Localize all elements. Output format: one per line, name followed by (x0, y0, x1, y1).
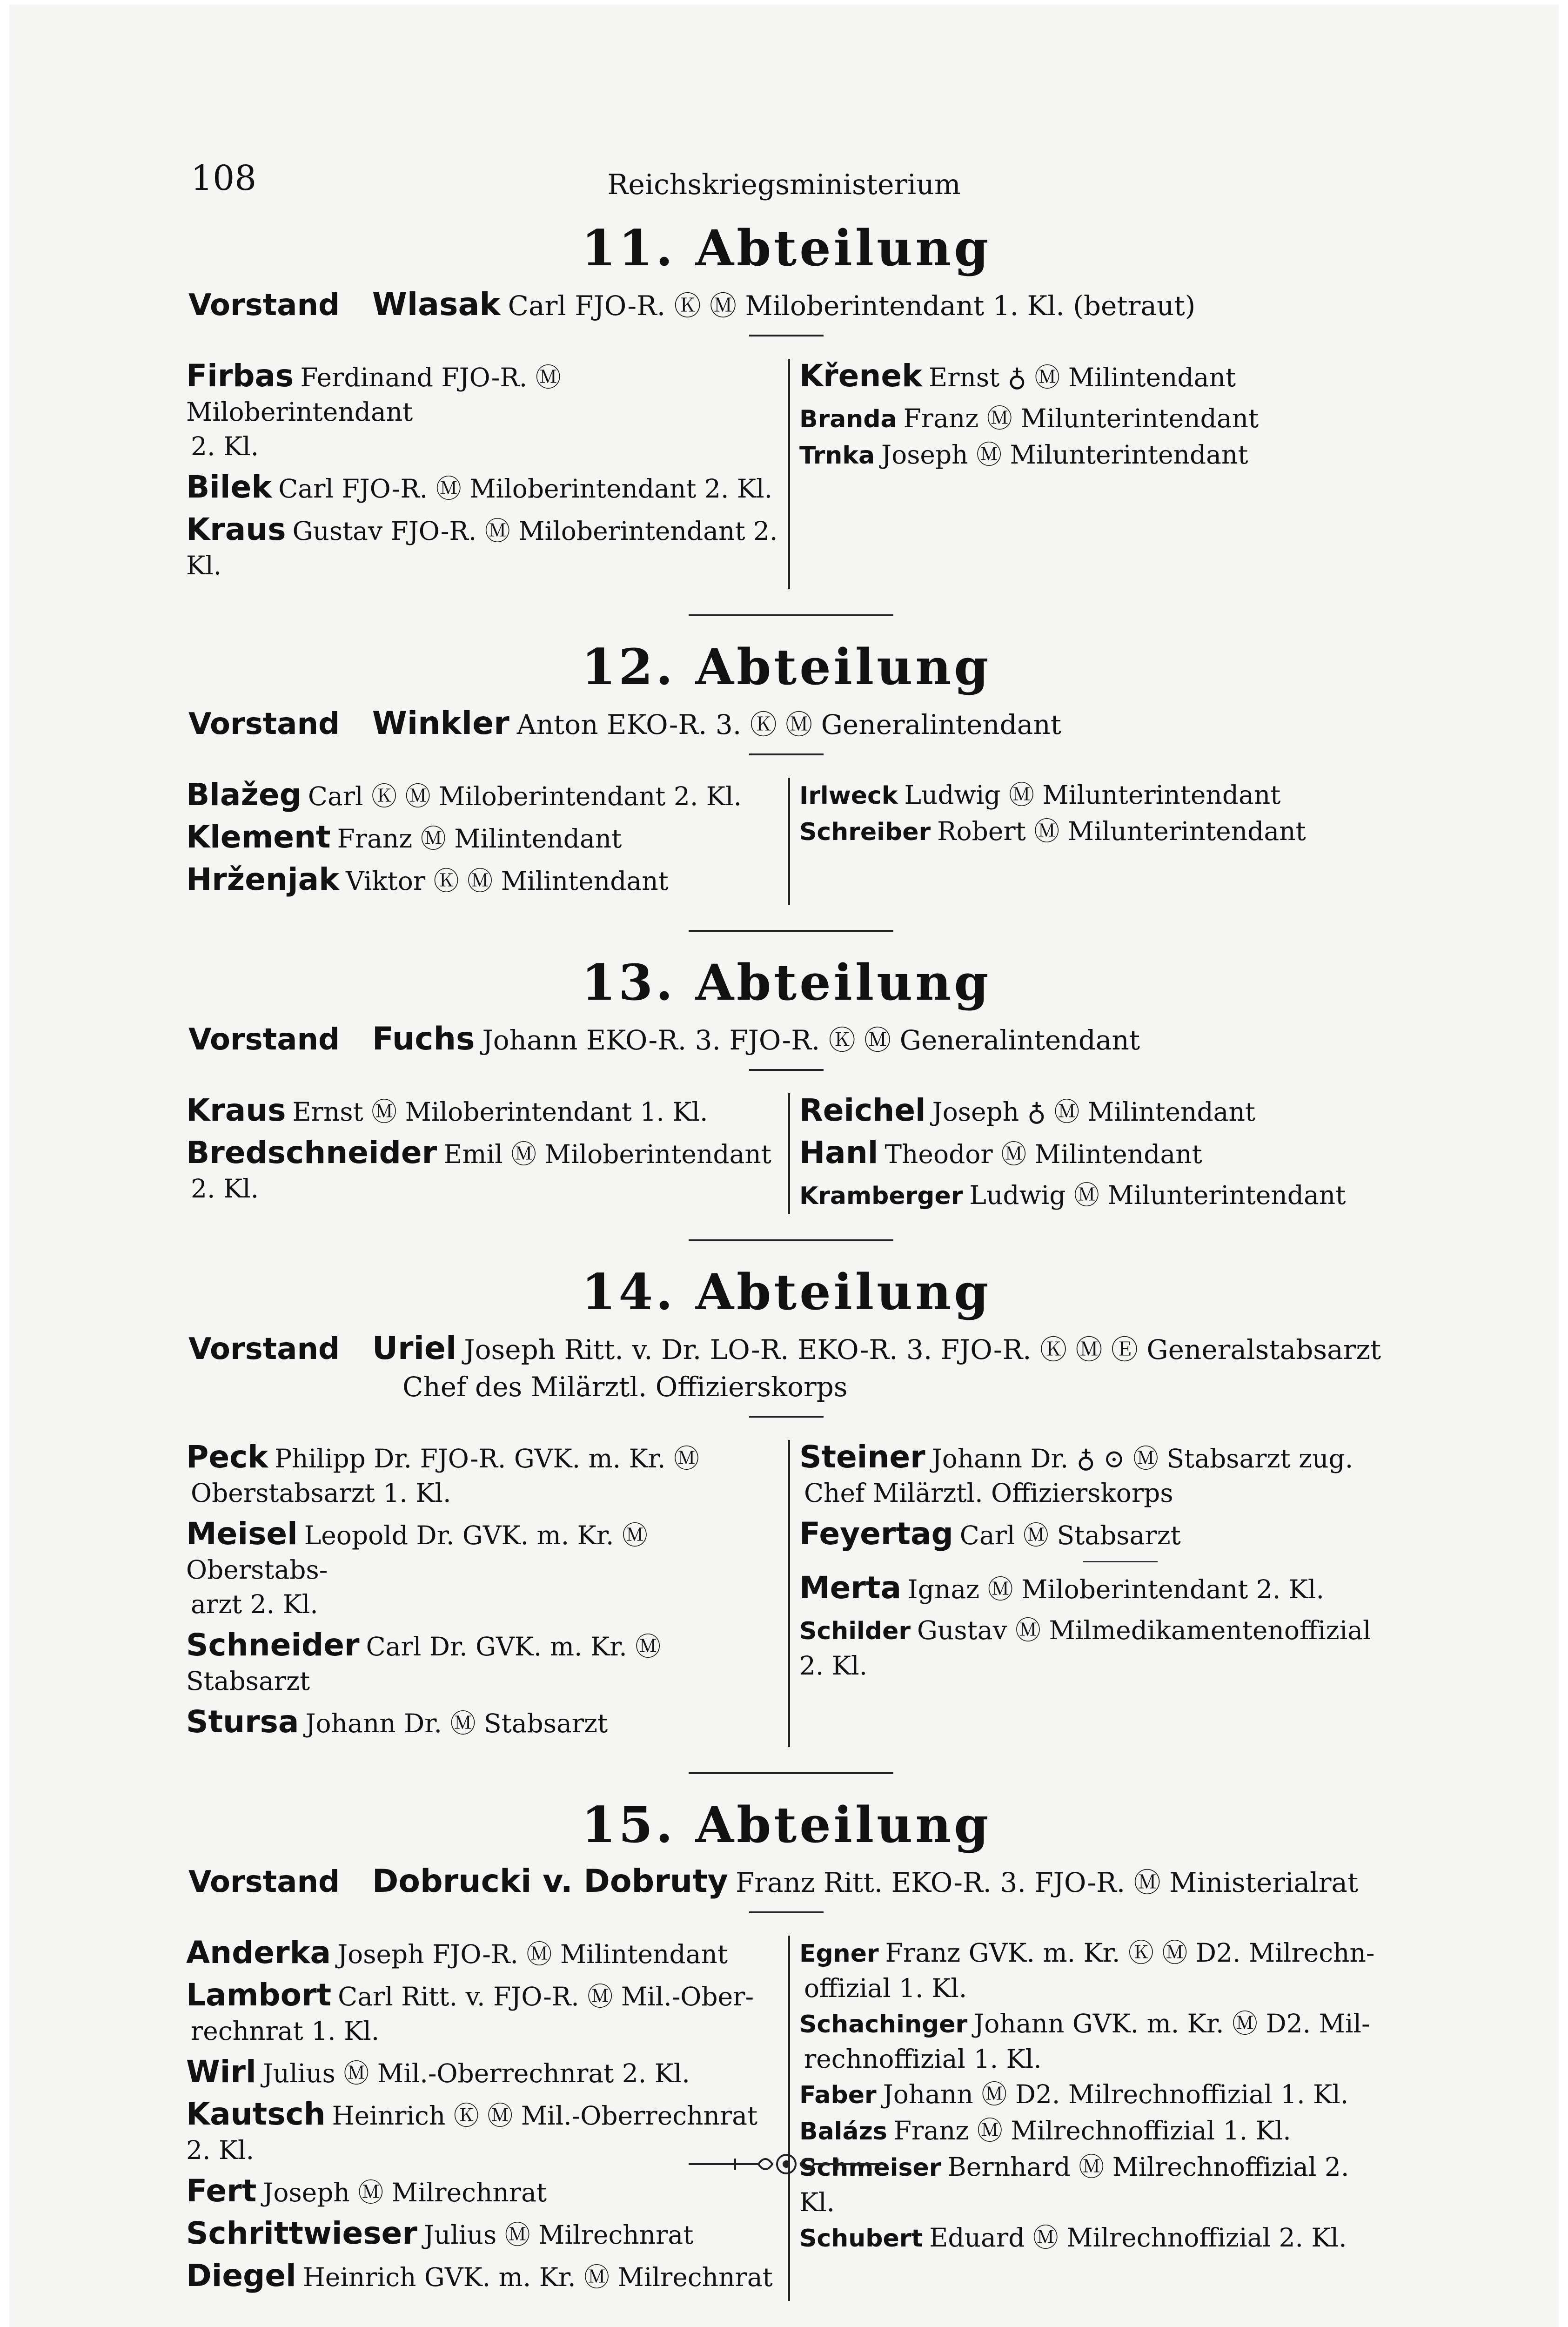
staff-details: Emil Ⓜ Miloberintendant (443, 1139, 771, 1169)
staff-entry (186, 1136, 783, 1206)
closing-ornament-icon (689, 2145, 884, 2183)
staff-column-right (790, 1440, 1387, 1747)
vorstand-label: Vorstand (188, 1332, 340, 1366)
vorstand-name: Wlasak (372, 286, 501, 323)
staff-name: Steiner (799, 1439, 925, 1475)
staff-name: Klement (186, 819, 331, 855)
staff-entry (186, 1628, 783, 1698)
staff-name: Blažeg (186, 777, 302, 813)
section-divider (689, 614, 893, 616)
staff-entry (799, 2077, 1387, 2112)
staff-column-right (790, 359, 1387, 589)
vorstand-details: Anton EKO-R. 3. Ⓚ Ⓜ Generalintendant (516, 709, 1062, 740)
staff-details: Franz GVK. m. Kr. Ⓚ Ⓜ D2. Milrechn- (885, 1938, 1375, 1968)
staff-name: Merta (799, 1570, 902, 1606)
staff-details: Joseph FJO-R. Ⓜ Milintendant (337, 1939, 728, 1969)
staff-name: Schubert (799, 2225, 923, 2253)
section-title: 14. Abteilung (581, 1263, 992, 1321)
staff-details: Bernhard Ⓜ Milrechnoffizial 2. Kl. (799, 2152, 1349, 2217)
staff-details: Robert Ⓜ Milunterintendant (937, 816, 1306, 846)
staff-entry (186, 778, 783, 814)
staff-entry (186, 862, 783, 898)
staff-name: Trnka (799, 442, 875, 470)
staff-details-continuation: Oberstabsarzt 1. Kl. (191, 1478, 451, 1508)
staff-name: Lambort (186, 1977, 332, 2013)
staff-details: Franz Ⓜ Milunterintendant (903, 404, 1259, 433)
staff-details: Ludwig Ⓜ Milunterintendant (969, 1180, 1346, 1210)
staff-name: Balázs (799, 2118, 887, 2145)
staff-details: Ferdinand FJO-R. Ⓜ Miloberintendant (186, 363, 561, 427)
staff-details: Gustav Ⓜ Milmedikamentenoffizial 2. Kl. (799, 1615, 1371, 1681)
staff-name: Irlweck (799, 782, 898, 810)
staff-name: Kramberger (799, 1182, 963, 1210)
section-15 (186, 1796, 1387, 2301)
staff-entry (186, 820, 783, 856)
staff-column-right (790, 778, 1387, 905)
staff-details: Ludwig Ⓜ Milunterintendant (904, 780, 1281, 810)
staff-details-continuation: 2. Kl. (191, 431, 259, 461)
section-11 (186, 219, 1387, 616)
staff-details: Joseph Ⓜ Milunterintendant (881, 440, 1248, 470)
staff-details: Ignaz Ⓜ Miloberintendant 2. Kl. (908, 1574, 1324, 1604)
staff-name: Wirl (186, 2054, 256, 2090)
staff-name: Schreiber (799, 818, 931, 846)
staff-columns (186, 1936, 1387, 2301)
divider (1083, 1561, 1158, 1562)
staff-columns (186, 1440, 1387, 1747)
staff-entry (799, 2113, 1387, 2149)
staff-entry (186, 1705, 783, 1741)
vorstand-label: Vorstand (188, 288, 340, 323)
staff-entry (186, 1093, 783, 1129)
running-head: Reichskriegsministerium (607, 168, 961, 201)
section-14 (186, 1263, 1387, 1774)
staff-column-left (186, 359, 790, 589)
staff-details-continuation: Chef Milärztl. Offizierskorps (804, 1478, 1173, 1508)
staff-entry (186, 2259, 783, 2294)
staff-details: Julius Ⓜ Mil.-Oberrechnrat 2. Kl. (262, 2058, 690, 2088)
divider (749, 753, 824, 755)
staff-name: Kautsch (186, 2096, 326, 2132)
staff-column-left (186, 1440, 790, 1747)
staff-entry (186, 2055, 783, 2091)
vorstand-name: Fuchs (372, 1021, 475, 1057)
staff-details: Joseph Ⓜ Milrechnrat (263, 2178, 547, 2207)
vorstand-line (188, 1863, 1387, 1901)
section-divider (689, 930, 893, 932)
staff-entry (799, 2220, 1387, 2256)
staff-name: Hanl (799, 1135, 878, 1170)
staff-name: Egner (799, 1940, 879, 1968)
section-12 (186, 638, 1387, 932)
staff-details: Johann Dr. ♁ ⊙ Ⓜ Stabsarzt zug. (931, 1444, 1354, 1473)
section-13 (186, 953, 1387, 1241)
staff-details: Franz Ⓜ Milrechnoffizial 1. Kl. (893, 2116, 1291, 2145)
staff-details-continuation: rechnoffizial 1. Kl. (804, 2044, 1042, 2074)
staff-entry (799, 437, 1387, 473)
staff-details-continuation: rechnrat 1. Kl. (191, 2016, 380, 2046)
staff-name: Peck (186, 1439, 268, 1475)
staff-details-continuation: 2. Kl. (191, 1174, 259, 1204)
staff-details: Carl Ⓜ Stabsarzt (959, 1520, 1181, 1550)
staff-details: Carl Ritt. v. FJO-R. Ⓜ Mil.-Ober- (338, 1982, 754, 2011)
staff-name: Reichel (799, 1092, 926, 1128)
staff-name: Meisel (186, 1516, 298, 1552)
staff-entry (799, 401, 1387, 437)
staff-name: Schachinger (799, 2011, 968, 2038)
staff-entry (799, 1136, 1387, 1171)
staff-entry (186, 470, 783, 506)
staff-entry (799, 2006, 1387, 2076)
vorstand-label: Vorstand (188, 1865, 340, 1899)
staff-name: Branda (799, 405, 897, 433)
divider (749, 335, 824, 336)
vorstand-label: Vorstand (188, 707, 340, 741)
staff-details: Eduard Ⓜ Milrechnoffizial 2. Kl. (929, 2223, 1347, 2253)
staff-entry (186, 1936, 783, 1971)
section-divider (689, 1239, 893, 1241)
staff-details: Leopold Dr. GVK. m. Kr. Ⓜ Oberstabs- (186, 1520, 648, 1585)
staff-entry (799, 1936, 1387, 2005)
vorstand-details: Carl FJO-R. Ⓚ Ⓜ Miloberintendant 1. Kl. (betraut) (508, 290, 1196, 322)
divider (749, 1911, 824, 1913)
staff-details: Johann Ⓜ D2. Milrechnoffizial 1. Kl. (883, 2079, 1349, 2109)
staff-entry (186, 1440, 783, 1510)
staff-entry (799, 1440, 1387, 1510)
vorstand-line (188, 705, 1387, 743)
vorstand-line (188, 1330, 1387, 1406)
staff-details: Philipp Dr. FJO-R. GVK. m. Kr. Ⓜ (275, 1444, 699, 1473)
divider (749, 1069, 824, 1071)
staff-details: Carl Dr. GVK. m. Kr. Ⓜ Stabsarzt (186, 1632, 661, 1696)
staff-entry (799, 2150, 1387, 2219)
staff-entry (186, 359, 783, 464)
staff-columns (186, 1093, 1387, 1214)
staff-name: Kraus (186, 511, 286, 547)
vorstand-details: Franz Ritt. EKO-R. 3. FJO-R. Ⓜ Ministerialrat (736, 1867, 1359, 1898)
section-title: 13. Abteilung (581, 953, 992, 1011)
vorstand-line (188, 286, 1387, 324)
staff-entry (799, 1571, 1387, 1607)
staff-name: Fert (186, 2173, 257, 2209)
staff-entry (186, 2216, 783, 2252)
staff-column-right (790, 1936, 1387, 2301)
divider (749, 1416, 824, 1418)
staff-name: Křenek (799, 358, 923, 394)
vorstand-name: Dobrucki v. Dobruty (372, 1863, 729, 1900)
staff-details: Joseph ♁ Ⓜ Milintendant (932, 1097, 1255, 1127)
section-title: 15. Abteilung (581, 1796, 992, 1854)
vorstand-line (188, 1021, 1387, 1059)
staff-details: Ernst ♁ Ⓜ Milintendant (929, 363, 1236, 392)
staff-entry (799, 1517, 1387, 1553)
vorstand-name: Winkler (372, 705, 509, 742)
staff-details: Theodor Ⓜ Milintendant (885, 1139, 1202, 1169)
staff-name: Schmeiser (799, 2154, 941, 2182)
staff-name: Feyertag (799, 1516, 953, 1552)
staff-details: Ernst Ⓜ Miloberintendant 1. Kl. (292, 1097, 708, 1127)
staff-name: Schneider (186, 1627, 360, 1663)
staff-entry (799, 1093, 1387, 1129)
staff-details: Johann Dr. Ⓜ Stabsarzt (305, 1708, 608, 1738)
staff-entry (799, 359, 1387, 395)
staff-column-left (186, 1093, 790, 1214)
section-divider (689, 1772, 893, 1774)
page-number: 108 (191, 158, 257, 198)
staff-name: Firbas (186, 358, 294, 394)
staff-entry (799, 1613, 1387, 1683)
staff-entry (799, 778, 1387, 813)
staff-name: Bilek (186, 469, 272, 505)
vorstand-details: Joseph Ritt. v. Dr. LO-R. EKO-R. 3. FJO-R. Ⓚ Ⓜ Ⓔ Generalstabsarzt (464, 1334, 1381, 1365)
staff-name: Schrittwieser (186, 2215, 417, 2251)
staff-name: Schilder (799, 1617, 911, 1645)
staff-details: Johann GVK. m. Kr. Ⓜ D2. Mil- (974, 2009, 1370, 2038)
staff-details: Heinrich Ⓚ Ⓜ Mil.-Oberrechnrat 2. Kl. (186, 2101, 758, 2165)
staff-entry (186, 1978, 783, 2048)
directory-content (186, 219, 1387, 2301)
staff-name: Anderka (186, 1935, 331, 1971)
staff-entry (799, 814, 1387, 849)
staff-entry (186, 1517, 783, 1621)
staff-columns (186, 778, 1387, 905)
section-title: 11. Abteilung (581, 219, 992, 277)
staff-details: Carl FJO-R. Ⓜ Miloberintendant 2. Kl. (278, 474, 773, 504)
staff-columns (186, 359, 1387, 589)
vorstand-label: Vorstand (188, 1022, 340, 1057)
staff-name: Stursa (186, 1704, 299, 1740)
staff-details: Carl Ⓚ Ⓜ Miloberintendant 2. Kl. (308, 781, 742, 811)
staff-details: Viktor Ⓚ Ⓜ Milintendant (346, 866, 669, 896)
staff-name: Kraus (186, 1092, 286, 1128)
vorstand-name: Uriel (372, 1330, 457, 1367)
staff-name: Diegel (186, 2258, 296, 2293)
staff-details-continuation: offizial 1. Kl. (804, 1973, 967, 2003)
section-title: 12. Abteilung (581, 638, 992, 696)
staff-details: Julius Ⓜ Milrechnrat (423, 2220, 694, 2250)
staff-column-left (186, 1936, 790, 2301)
staff-entry (186, 512, 783, 583)
vorstand-details: Johann EKO-R. 3. FJO-R. Ⓚ Ⓜ Generalintendant (482, 1024, 1140, 1056)
staff-details: Gustav FJO-R. Ⓜ Miloberintendant 2. Kl. (186, 516, 778, 580)
staff-name: Bredschneider (186, 1135, 437, 1170)
staff-column-right (790, 1093, 1387, 1214)
vorstand-continuation: Chef des Milärztl. Offizierskorps (402, 1371, 848, 1403)
staff-entry (799, 1178, 1387, 1213)
staff-details-continuation: arzt 2. Kl. (191, 1589, 318, 1619)
staff-details: Heinrich GVK. m. Kr. Ⓜ Milrechnrat (302, 2262, 773, 2292)
staff-name: Hrženjak (186, 861, 340, 897)
staff-details: Franz Ⓜ Milintendant (337, 824, 622, 854)
staff-column-left (186, 778, 790, 905)
staff-name: Faber (799, 2081, 877, 2109)
